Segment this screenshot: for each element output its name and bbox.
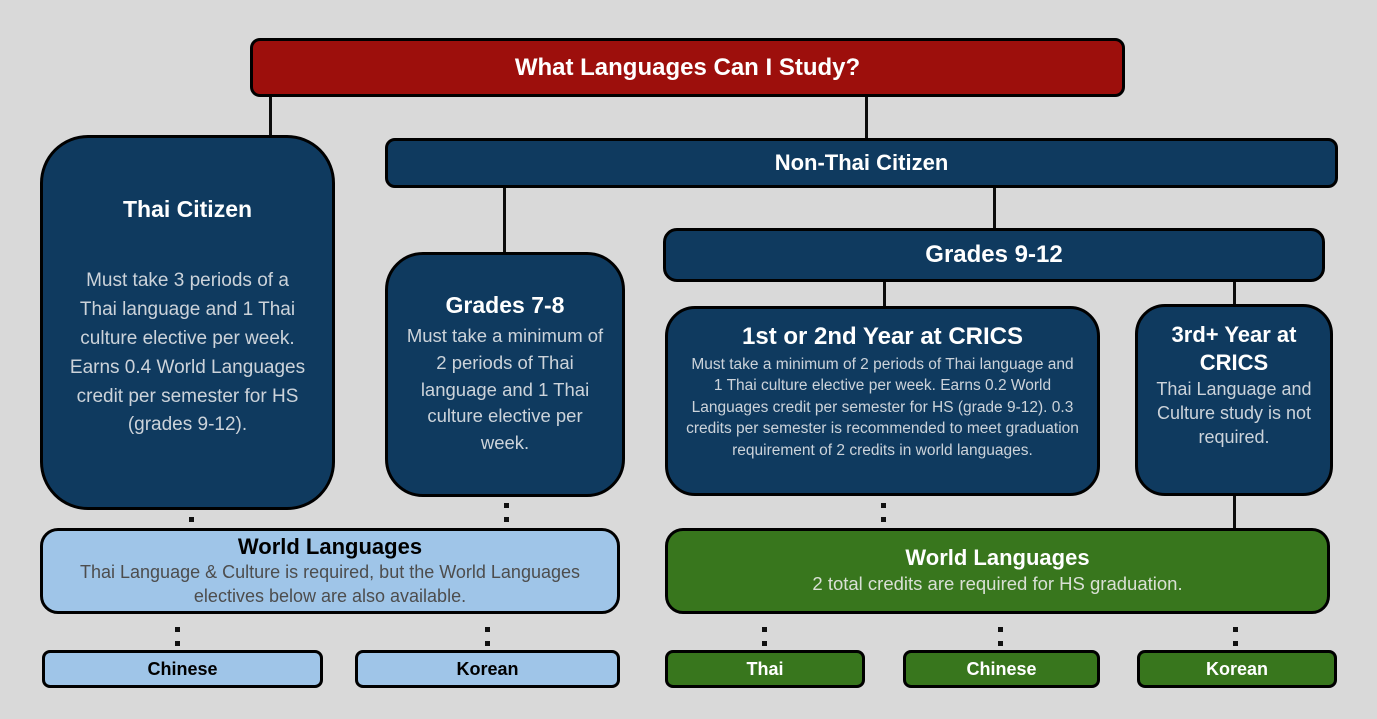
grades-9-12-title: Grades 9-12 <box>925 241 1063 268</box>
connector-non-thai-to-grades-9-12 <box>993 186 996 230</box>
korean-elective-green-node <box>1137 650 1337 688</box>
dotted-connector-world-languages-to-korean-green <box>1233 627 1238 646</box>
third-plus-year-body: Thai Language and Culture study is not required. <box>1156 379 1312 447</box>
grades-7-8-title: Grades 7-8 <box>445 291 565 318</box>
third-plus-year-title: 3rd+ Year at CRICS <box>1171 322 1297 375</box>
grades-7-8-node <box>385 252 625 497</box>
dotted-connector-world-languages-to-chinese-green <box>998 627 1003 646</box>
world-languages-hs-body: 2 total credits are required for HS graduation. <box>812 573 1183 595</box>
connector-grades-9-12-to-third-plus <box>1233 280 1236 306</box>
world-languages-hs-track-node <box>665 528 1330 614</box>
thai-elective-green-label: Thai <box>746 658 784 679</box>
thai-elective-green-node <box>665 650 865 688</box>
thai-citizen-body: Must take 3 periods of a Thai language and 1 Thai culture elective per week. Earns 0.4 World Languages credit per semester for HS (grades 9-12). <box>69 270 306 436</box>
first-or-second-year-node <box>665 306 1100 496</box>
title-label: What Languages Can I Study? <box>514 53 861 81</box>
first-or-second-year-title: 1st or 2nd Year at CRICS <box>742 323 1023 350</box>
world-languages-required-title: World Languages <box>237 533 423 559</box>
chinese-elective-green-node <box>903 650 1100 688</box>
first-or-second-year-body: Must take a minimum of 2 periods of Thai language and 1 Thai culture elective per week. Earns 0.2 World Languages credit per semester for HS (grade 9-12). 0.3 credits per semester is recommended to meet graduation requirement of 2 credits in world languages. <box>686 356 1079 459</box>
world-languages-required-body: Thai Language & Culture is required, but the World Languages electives below are also available. <box>80 561 580 606</box>
dotted-connector-world-languages-to-chinese-blue <box>175 627 180 646</box>
third-plus-year-node <box>1135 304 1333 496</box>
korean-elective-green-label: Korean <box>1205 658 1268 679</box>
korean-elective-blue-node <box>355 650 620 688</box>
korean-elective-blue-label: Korean <box>456 658 519 679</box>
connector-title-to-thai-citizen <box>269 95 272 137</box>
world-languages-required-track-node <box>40 528 620 614</box>
connector-grades-9-12-to-first-second <box>883 280 886 308</box>
thai-citizen-title: Thai Citizen <box>122 196 253 222</box>
connector-title-to-non-thai <box>865 95 868 140</box>
thai-citizen-node <box>40 135 335 510</box>
connector-non-thai-to-grades-7-8 <box>503 186 506 254</box>
dotted-connector-grades-7-8-to-world-languages <box>504 503 509 522</box>
grades-7-8-body: Must take a minimum of 2 periods of Thai language and 1 Thai culture elective per week. <box>406 324 604 454</box>
title-node <box>250 38 1125 97</box>
non-thai-citizen-node <box>385 138 1338 188</box>
dotted-connector-world-languages-to-korean-blue <box>485 627 490 646</box>
connector-third-plus-to-world-languages <box>1233 494 1236 530</box>
chinese-elective-green-label: Chinese <box>966 658 1037 679</box>
world-languages-hs-title: World Languages <box>905 545 1090 571</box>
non-thai-citizen-title: Non-Thai Citizen <box>774 150 949 175</box>
dotted-connector-first-second-to-world-languages <box>881 503 886 522</box>
chinese-elective-blue-node <box>42 650 323 688</box>
chinese-elective-blue-label: Chinese <box>147 658 218 679</box>
dotted-connector-world-languages-to-thai-green <box>762 627 767 646</box>
grades-9-12-node <box>663 228 1325 282</box>
